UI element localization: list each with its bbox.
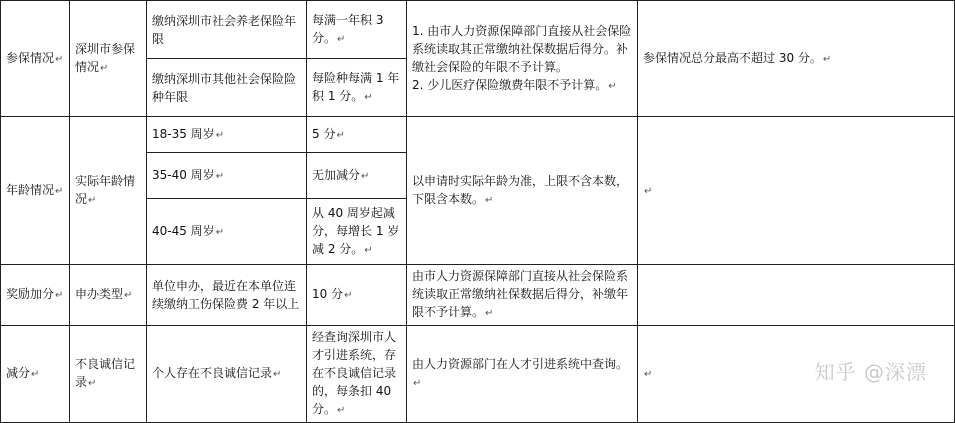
extra-cell: ↵ bbox=[638, 326, 955, 423]
table-row bbox=[1, 326, 955, 423]
item-cell: 深圳市参保情况↵ bbox=[70, 1, 147, 117]
watermark: 知乎 @深漂 bbox=[814, 360, 927, 384]
item-cell: 申办类型↵ bbox=[70, 265, 147, 326]
score-cell: 经查询深圳市人才引进系统，存在不良诚信记录的，每条扣 40 分。↵ bbox=[307, 326, 407, 423]
sub-item-cell: 18-35 周岁↵ bbox=[147, 117, 307, 153]
sub-item-cell: 35-40 周岁↵ bbox=[147, 153, 307, 199]
table-row bbox=[1, 265, 955, 326]
sub-item-cell: 单位申办，最近在本单位连续缴纳工伤保险费 2 年以上 bbox=[147, 265, 307, 326]
sub-item-cell: 缴纳深圳市社会养老保险年限 bbox=[147, 1, 307, 59]
score-cell: 每满一年积 3 分。↵ bbox=[307, 1, 407, 59]
note-cell: 以申请时实际年龄为准，上限不含本数，下限含本数。↵ bbox=[407, 117, 638, 265]
table-row bbox=[1, 1, 955, 59]
score-cell: 5 分↵ bbox=[307, 117, 407, 153]
note-cell: 1. 由市人力资源保障部门直接从社会保险系统读取其正常缴纳社保数据后得分。补缴社会保险的年限不予计算。 2. 少儿医疗保险缴费年限不予计算。↵ bbox=[407, 1, 638, 117]
item-cell: 实际年龄情况↵ bbox=[70, 117, 147, 265]
score-cell: 从 40 周岁起减分，每增长 1 岁减 2 分。↵ bbox=[307, 199, 407, 265]
category-cell: 参保情况↵ bbox=[1, 1, 70, 117]
note-cell: 由市人力资源保障部门直接从社会保险系统读取正常缴纳社保数据后得分，补缴年限不予计算。↵ bbox=[407, 265, 638, 326]
score-cell: 每险种每满 1 年积 1 分。↵ bbox=[307, 59, 407, 117]
category-cell: 年龄情况↵ bbox=[1, 117, 70, 265]
category-cell: 减分↵ bbox=[1, 326, 70, 423]
score-cell: 无加减分↵ bbox=[307, 153, 407, 199]
sub-item-cell: 40-45 周岁↵ bbox=[147, 199, 307, 265]
note-cell: 由人力资源部门在人才引进系统中查询。↵ bbox=[407, 326, 638, 423]
category-cell: 奖励加分↵ bbox=[1, 265, 70, 326]
item-cell: 不良诚信记录↵ bbox=[70, 326, 147, 423]
sub-item-cell: 个人存在不良诚信记录↵ bbox=[147, 326, 307, 423]
extra-cell bbox=[638, 265, 955, 326]
score-cell: 10 分↵ bbox=[307, 265, 407, 326]
extra-cell: 参保情况总分最高不超过 30 分。↵ bbox=[638, 1, 955, 117]
extra-cell: ↵ bbox=[638, 117, 955, 265]
table-row bbox=[1, 117, 955, 153]
sub-item-cell: 缴纳深圳市其他社会保险险种年限 bbox=[147, 59, 307, 117]
